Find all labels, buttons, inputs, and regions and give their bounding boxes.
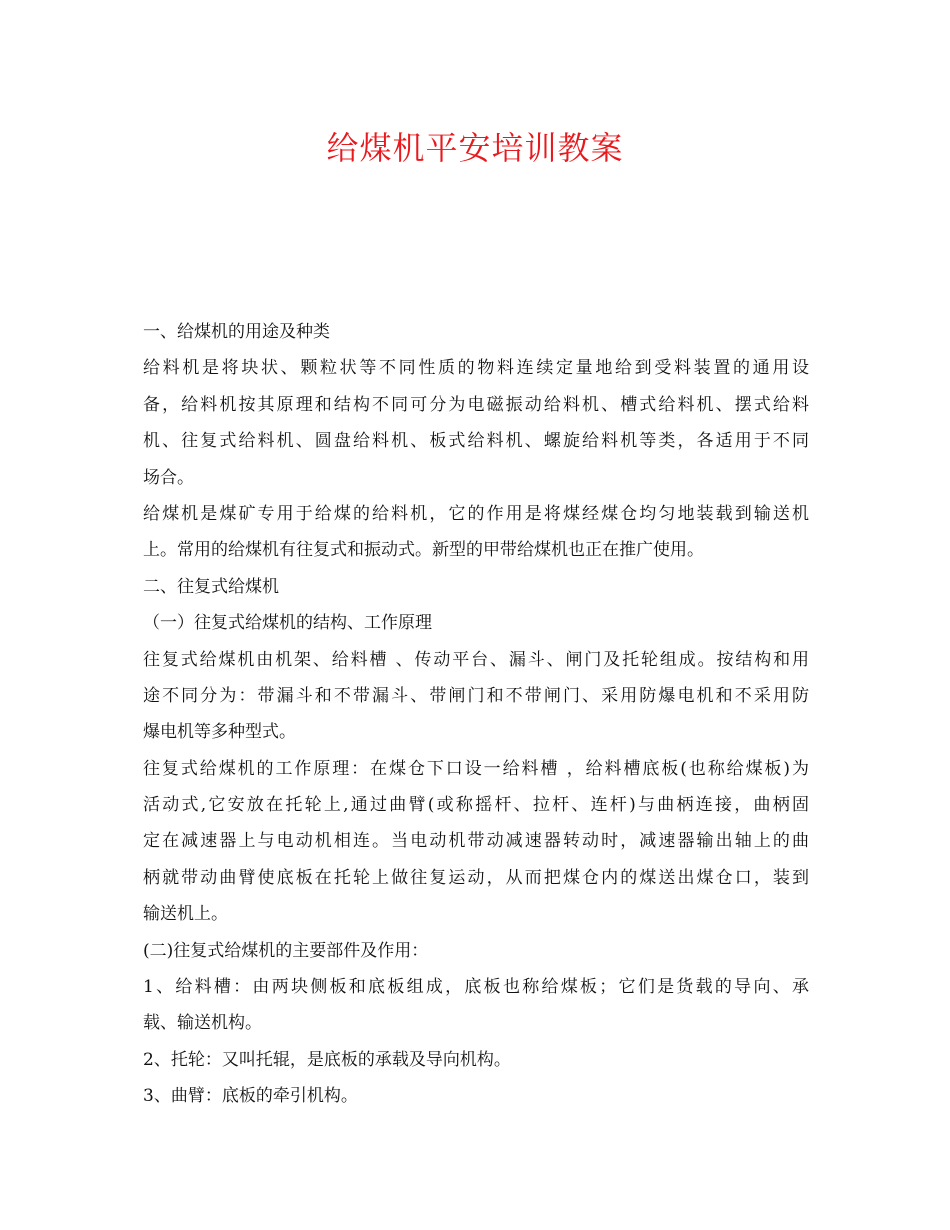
list-item-line: 1、给料槽：由两块侧板和底板组成，底板也称给煤板；它们是货载的导向、承: [143, 977, 809, 998]
paragraph-line: 上。常用的给煤机有往复式和振动式。新型的甲带给煤机也正在推广使用。: [143, 540, 704, 561]
section-heading: 二、往复式给煤机: [143, 576, 279, 597]
section-heading: 一、给煤机的用途及种类: [143, 322, 330, 342]
paragraph-line: 机、往复式给料机、圆盘给料机、板式给料机、螺旋给料机等类，各适用于不同: [143, 431, 809, 452]
document-title: 给煤机平安培训教案: [326, 129, 624, 167]
list-item-line: 载、输送机构。: [143, 1013, 262, 1034]
paragraph-line: 途不同分为：带漏斗和不带漏斗、带闸门和不带闸门、采用防爆电机和不采用防: [143, 685, 809, 706]
paragraph-line: 活动式,它安放在托轮上,通过曲臂(或称摇杆、拉杆、连杆)与曲柄连接，曲柄固: [143, 795, 809, 816]
paragraph-line: 给料机是将块状、颗粒状等不同性质的物料连续定量地给到受料装置的通用设: [143, 358, 809, 379]
paragraph-line: 场合。: [143, 467, 194, 488]
paragraph-line: 备，给料机按其原理和结构不同可分为电磁振动给料机、槽式给料机、摆式给料: [143, 394, 809, 415]
subsection-heading: (二)往复式给煤机的主要部件及作用：: [143, 940, 429, 961]
paragraph-line: 给煤机是煤矿专用于给煤的给料机，它的作用是将煤经煤仓均匀地装载到输送机: [143, 503, 809, 524]
list-item-line: 3、曲臂：底板的牵引机构。: [143, 1086, 358, 1107]
paragraph-line: 输送机上。: [143, 904, 228, 925]
subsection-heading: （一）往复式给煤机的结构、工作原理: [143, 613, 432, 634]
paragraph-line: 柄就带动曲臂使底板在托轮上做往复运动，从而把煤仓内的煤送出煤仓口，装到: [143, 867, 809, 888]
paragraph-line: 往复式给煤机的工作原理：在煤仓下口设一给料槽 ，给料槽底板(也称给煤板)为: [143, 758, 809, 779]
document-body: [143, 314, 809, 1115]
paragraph-line: 往复式给煤机由机架、给料槽 、传动平台、漏斗、闸门及托轮组成。按结构和用: [143, 649, 809, 670]
list-item-line: 2、托轮：又叫托辊，是底板的承载及导向机构。: [143, 1049, 511, 1070]
paragraph-line: 定在减速器上与电动机相连。当电动机带动减速器转动时，减速器输出轴上的曲: [143, 831, 809, 852]
paragraph-line: 爆电机等多种型式。: [143, 722, 296, 743]
